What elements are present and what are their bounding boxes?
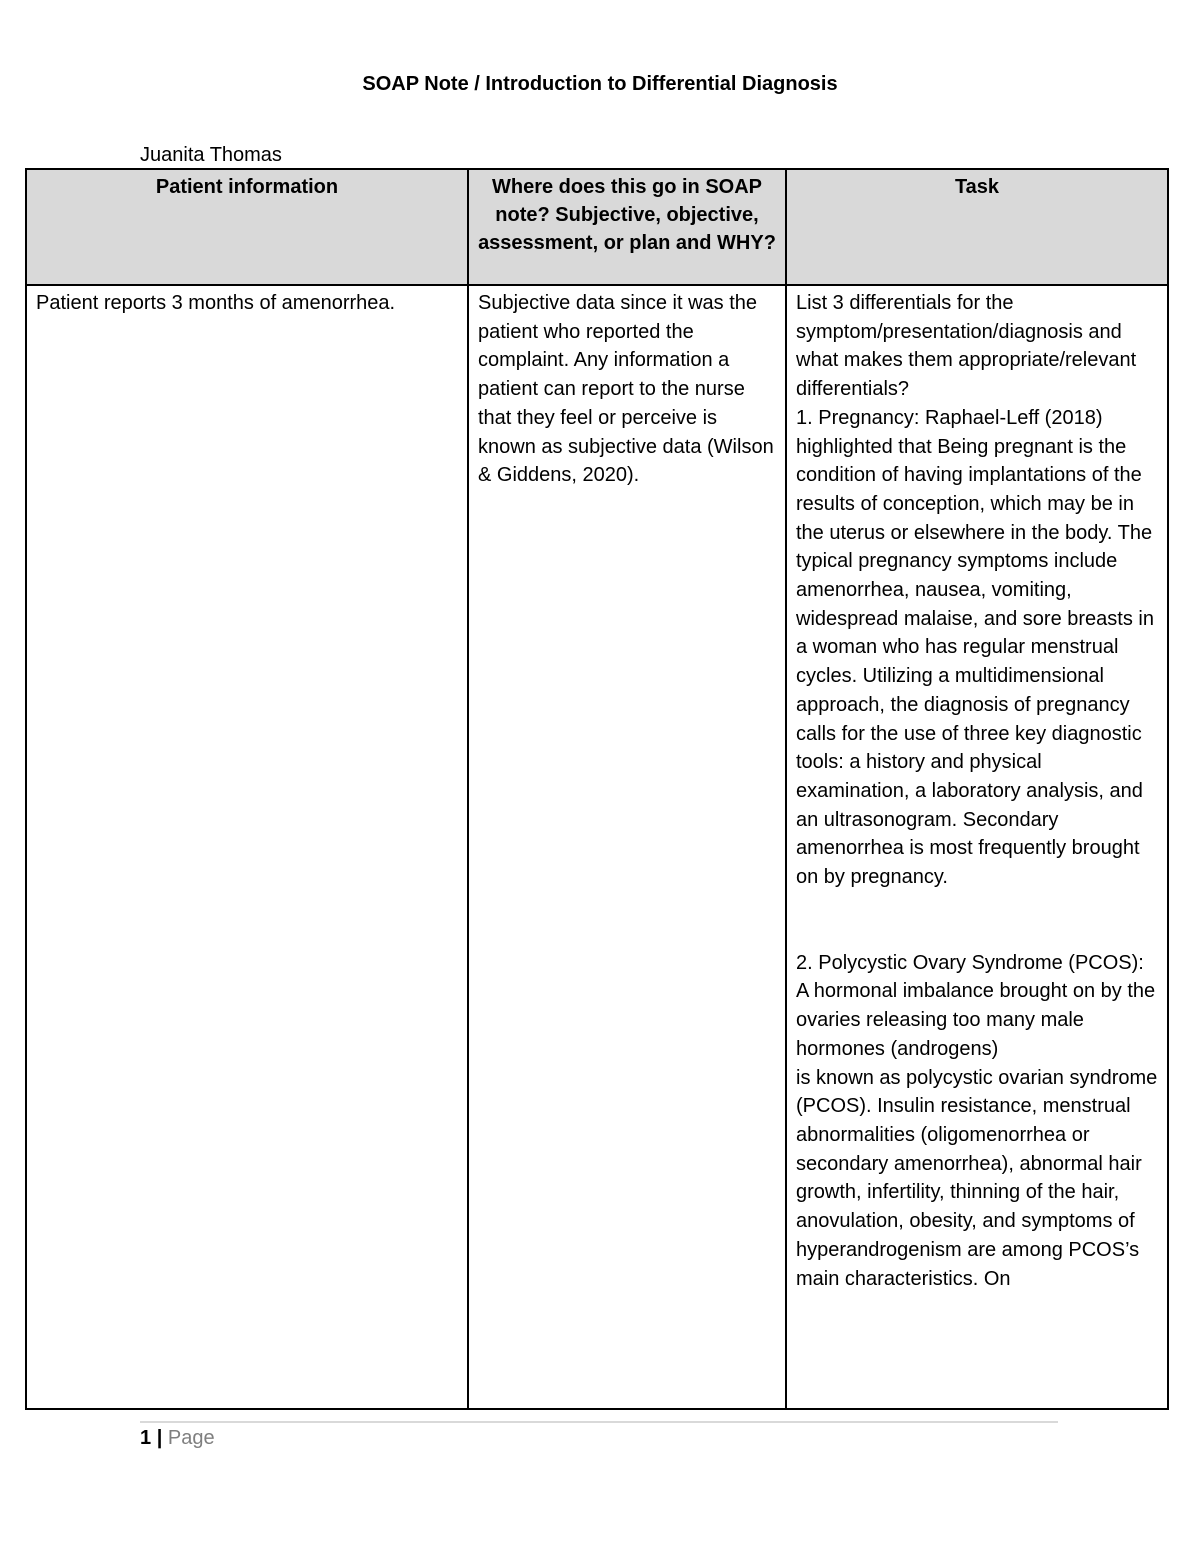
soap-text-line-1: Subjective data since it was the (478, 292, 758, 314)
page-footer (140, 1427, 215, 1450)
table-header-row (26, 169, 1168, 285)
header-soap-section: Where does this go in SOAP note? Subjective, objective, assessment, or plan and WHY? (468, 169, 786, 285)
page-separator: | (156, 1427, 163, 1449)
table-row (26, 285, 1168, 1409)
task-prompt: List 3 differentials for the symptom/presentation/diagnosis and what makes them appropriate/relevant differentials? (796, 292, 1137, 401)
page-number: 1 (140, 1427, 152, 1449)
header-task: Task (786, 169, 1168, 285)
differential-1-body: condition of having implantations of the results of conception, which may be in the uterus or elsewhere in the body. The typical pregnancy symptoms include amenorrhea, nausea, vomiting, widespread malaise, and sore breasts in a woman who has regular menstrual cycles. Utilizing a multidimensional approach, the diagnosis of pregnancy calls for the use of three key diagnostic tools: a history and physical examination, a laboratory analysis, and an ultrasonogram. Secondary amenorrhea is most frequently brought on by pregnancy. (796, 464, 1154, 889)
footer-divider (140, 1421, 1058, 1423)
differential-2-heading: 2. Polycystic Ovary Syndrome (PCOS): A hormonal imbalance brought on by the ovaries releasing too many male hormones (androgens) (796, 951, 1156, 1060)
document-title: SOAP Note / Introduction to Differential Diagnosis (362, 73, 838, 95)
cell-patient-information (26, 285, 468, 1409)
soap-text-line-2: patient who reported the complaint. Any information a patient can report to the nurse that they feel or perceive is known as subjective data (Wilson & Giddens, 2020). (478, 320, 774, 487)
paragraph-gap (796, 892, 1158, 949)
differential-2-body: is known as polycystic ovarian syndrome (PCOS). Insulin resistance, menstrual abnormalities (oligomenorrhea or secondary amenorrhea), abnormal hair growth, infertility, thinning of the hair, anovulation, obesity, and symptoms of hyperandrogenism are among PCOS’s main characteristics. On (796, 1066, 1158, 1290)
differential-1-heading: 1. Pregnancy: Raphael-Leff (2018) highlighted that Being pregnant is the (796, 406, 1127, 458)
patient-info-text: Patient reports 3 months of amenorrhea. (36, 292, 396, 314)
soap-table (25, 168, 1169, 1410)
page-label: Page (167, 1427, 215, 1449)
author-name: Juanita Thomas (140, 144, 282, 166)
header-patient-information: Patient information (26, 169, 468, 285)
cell-soap-section (468, 285, 786, 1409)
cell-task (786, 285, 1168, 1409)
